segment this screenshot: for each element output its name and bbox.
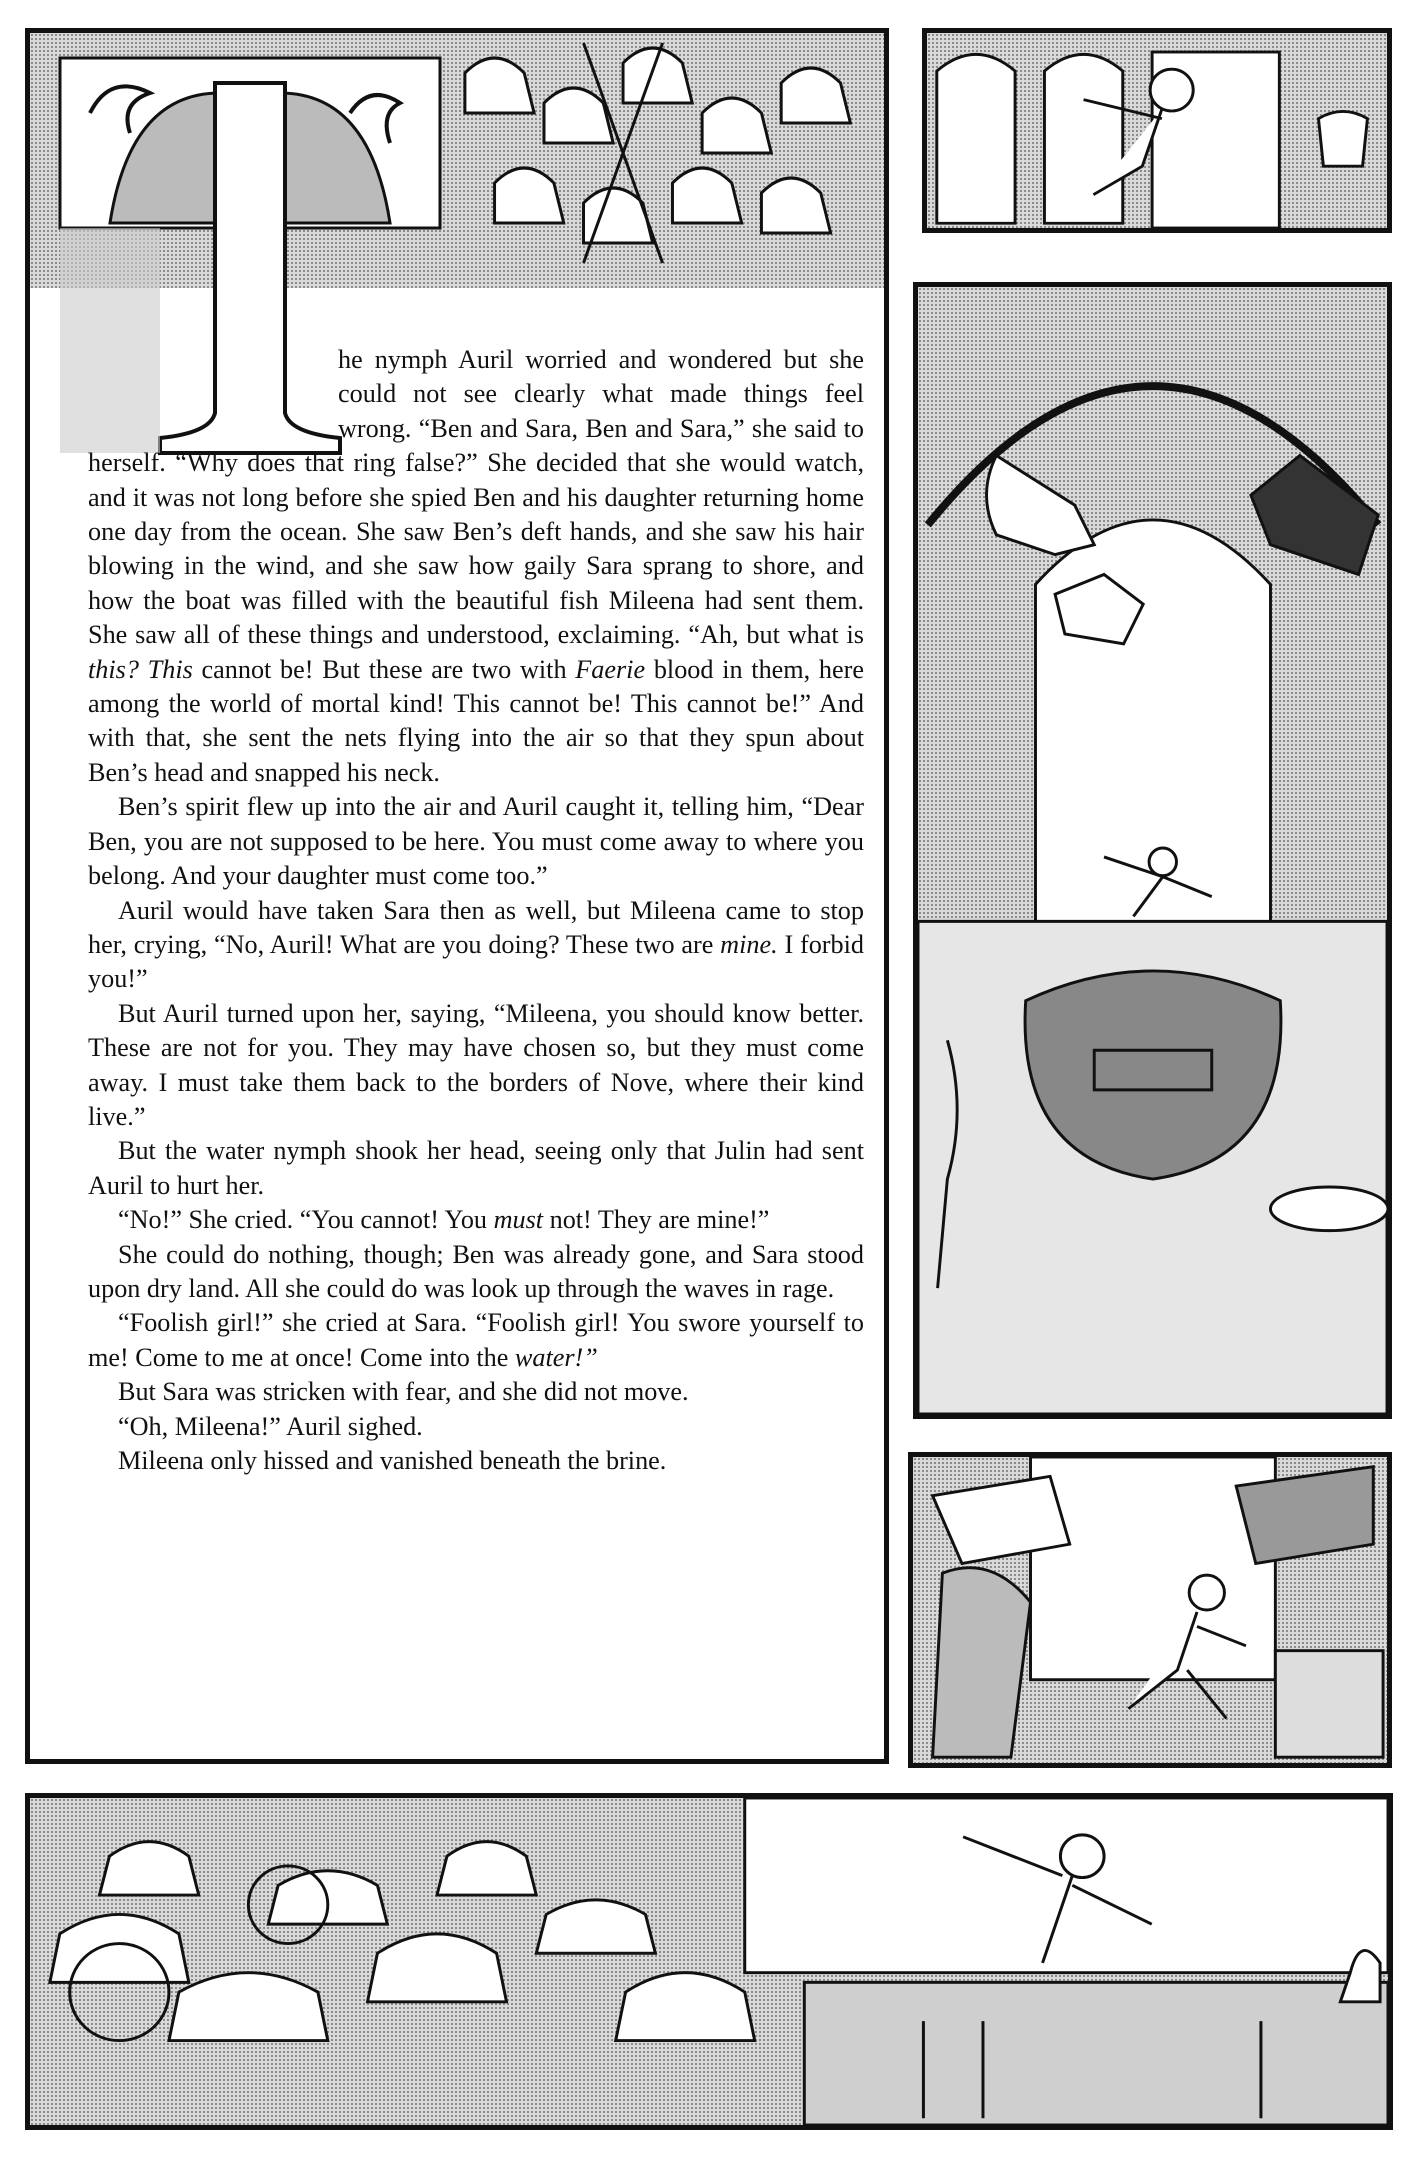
chase-banquet-icon [30,1798,1388,2125]
story-text-panel [25,28,889,1764]
story-paragraph: “Oh, Mileena!” Auril sighed. [118,1411,423,1441]
story-paragraph: But the water nymph shook her head, seeing only that Julin had sent Auril to hurt her. [88,1136,864,1200]
story-paragraph: “No!” She cried. “You cannot! You must not! They are mine!” [118,1205,770,1235]
story-text [88,343,864,1478]
dining-hall-icon [918,287,1387,1414]
panel-boy-running-hall [922,28,1392,233]
guard-and-boy-icon [913,1457,1387,1763]
story-paragraph: But Sara was stricken with fear, and she did not move. [118,1377,689,1407]
story-paragraph: Ben’s spirit flew up into the air and Auril caught it, telling him, “Dear Ben, you are not supposed to be here. You must come away to where you belong. And your daughter must come too.” [88,792,864,891]
story-paragraph: he nymph Auril worried and wondered but she could not see clearly what made things feel wrong. “Ben and Sara, Ben and Sara,” she said to herself. “Why does that ring false?” She decided that she would watch, and it was not long before she spied Ben and his daughter returning home one day from the ocean. She saw Ben’s deft hands, and she saw his hair blowing in the wind, and she saw how gaily Sara sprang to shore, and how the boat was filled with the beautiful fish Mileena had sent them. She saw all of these things and understood, exclaiming. “Ah, but what is this? This cannot be! But these are two with Faerie blood in them, here among the world of mortal kind! This cannot be! This cannot be!” And with that, she sent the nets flying into the air so that they spun about Ben’s head and snapped his neck. [88,345,864,787]
story-paragraph: But Auril turned upon her, saying, “Mileena, you should know better. These are not for you. They may have chosen so, but they must come away. I must take them back to the borders of Nove, where their kind live.” [88,998,864,1131]
boy-running-icon [927,33,1387,228]
story-paragraph: Mileena only hissed and vanished beneath the brine. [118,1446,667,1475]
panel-guard-boy-running [908,1452,1392,1768]
story-paragraph: Auril would have taken Sara then as well, but Mileena came to stop her, crying, “No, Auril! What are you doing? These two are mine. I forbid you!” [88,895,864,994]
story-paragraph: She could do nothing, though; Ben was already gone, and Sara stood upon dry land. All she could do was look up through the waves in rage. [88,1239,864,1303]
panel-crowd-chase-banquet [25,1793,1393,2130]
panel-dining-hall-cauldron [913,282,1392,1419]
drop-cap-spacer [88,343,338,446]
story-paragraph: “Foolish girl!” she cried at Sara. “Foolish girl! You swore yourself to me! Come to me at once! Come into the water!” [88,1308,864,1372]
